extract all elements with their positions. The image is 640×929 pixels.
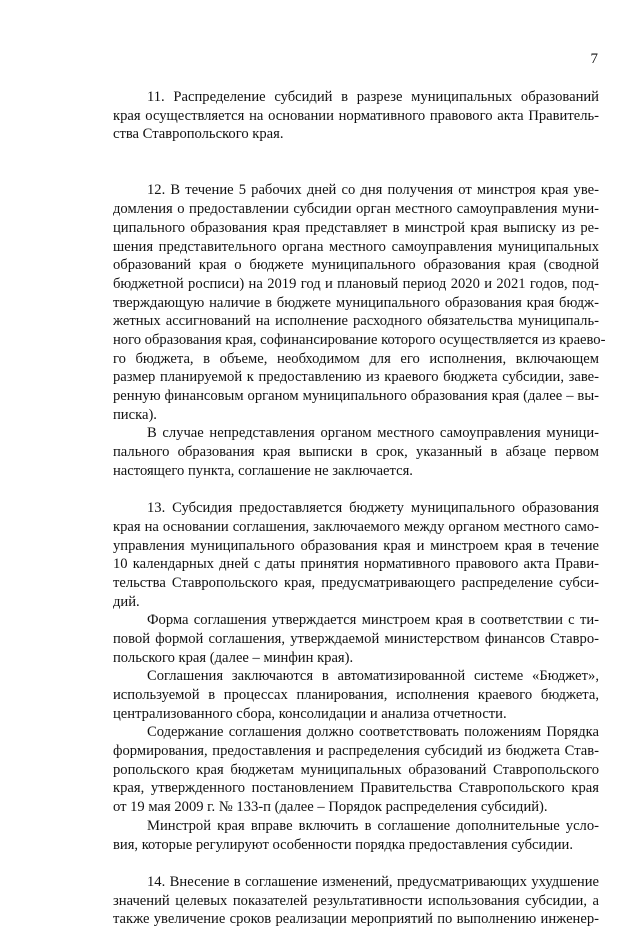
text-line: го бюджета, в объеме, необходимом для его исполнения, включающем bbox=[113, 350, 599, 367]
text-line: Соглашения заключаются в автоматизированной системе «Бюджет», bbox=[147, 668, 599, 685]
text-line: тверждающую наличие в бюджете муниципального образования края бюдж- bbox=[113, 294, 599, 311]
text-line: повой формой соглашения, утверждаемой министерством финансов Ставро- bbox=[113, 630, 599, 647]
paragraph-12-continued bbox=[113, 424, 599, 480]
paragraph-gap bbox=[113, 480, 599, 499]
text-line: жетных ассигнований на исполнение расходного обязательства муниципаль- bbox=[113, 313, 599, 330]
paragraph-gap bbox=[113, 163, 599, 182]
paragraph-13-form bbox=[113, 611, 599, 667]
text-line: ства Ставропольского края. bbox=[113, 126, 284, 143]
text-line: польского края (далее – минфин края). bbox=[113, 649, 354, 666]
paragraph-13-content bbox=[113, 723, 599, 816]
text-line: домления о предоставлении субсидии орган местного самоуправления муни- bbox=[113, 201, 599, 218]
text-line: управления муниципального образования края и минстроем края в течение bbox=[113, 537, 599, 554]
text-line: используемой в процессах планирования, исполнения краевого бюджета, bbox=[113, 687, 599, 703]
text-line: края осуществляется на основании нормативного правового акта Правитель- bbox=[113, 107, 599, 124]
text-line: дий. bbox=[113, 593, 140, 610]
paragraph-13 bbox=[113, 499, 599, 611]
paragraph-gap bbox=[113, 854, 599, 873]
text-line: размер планируемой к предоставлению из краевого бюджета субсидии, заве- bbox=[113, 369, 599, 386]
text-line: 11. Распределение субсидий в разрезе муниципальных образований bbox=[147, 89, 599, 105]
paragraph-gap bbox=[113, 144, 599, 163]
page-number: 7 bbox=[590, 51, 598, 67]
text-line: шения представительного органа местного самоуправления муниципальных bbox=[113, 238, 599, 255]
text-line: тельства Ставропольского края, предусматривающего распределение субси- bbox=[113, 574, 599, 591]
text-line: края на основании соглашения, заключаемого между органом местного само- bbox=[113, 518, 599, 535]
paragraph-13-system bbox=[113, 667, 599, 723]
paragraph-13-conditions bbox=[113, 817, 599, 854]
text-line: значений целевых показателей результативности использования субсидии, а bbox=[113, 892, 599, 909]
paragraph-11 bbox=[113, 88, 599, 144]
text-line: ципального образования края представляет в минстрой края выписку из ре- bbox=[113, 219, 599, 236]
text-line: бюджетной росписи) на 2019 год и плановый период 2020 и 2021 годов, под- bbox=[113, 275, 599, 292]
text-line: от 19 мая 2009 г. № 133-п (далее – Порядок распределения субсидий). bbox=[113, 799, 548, 816]
text-line: образований края о бюджете муниципального образования края (сводной bbox=[113, 257, 599, 274]
paragraph-12 bbox=[113, 181, 606, 424]
text-line: настоящего пункта, соглашение не заключается. bbox=[113, 462, 413, 479]
text-line: 12. В течение 5 рабочих дней со дня получения от минстроя края уве- bbox=[147, 182, 599, 199]
text-line: Форма соглашения утверждается минстроем края в соответствии с ти- bbox=[147, 612, 599, 629]
text-line: ного образования края, софинансирование которого осуществляется из краево- bbox=[113, 331, 606, 348]
text-line: 14. Внесение в соглашение изменений, предусматривающих ухудшение bbox=[147, 873, 599, 890]
text-line: В случае непредставления органом местного самоуправления муници- bbox=[147, 425, 599, 442]
text-line: Минстрой края вправе включить в соглашение дополнительные усло- bbox=[147, 817, 599, 834]
text-line: 10 календарных дней с даты принятия нормативного правового акта Прави- bbox=[113, 556, 599, 573]
text-line: писка). bbox=[113, 406, 157, 423]
text-line: также увеличение сроков реализации мероприятий по выполнению инженер- bbox=[113, 911, 599, 928]
text-line: Содержание соглашения должно соответствовать положениям Порядка bbox=[147, 724, 599, 741]
text-line: ропольского края бюджетам муниципальных образований Ставропольского bbox=[113, 761, 599, 778]
text-line: вия, которые регулируют особенности порядка предоставления субсидии. bbox=[113, 836, 574, 853]
paragraph-14 bbox=[113, 873, 599, 929]
text-line: формирования, предоставления и распределения субсидий из бюджета Став- bbox=[113, 743, 599, 760]
text-line: 13. Субсидия предоставляется бюджету муниципального образования bbox=[147, 500, 599, 517]
text-line: края, утвержденного постановлением Правительства Ставропольского края bbox=[113, 780, 599, 797]
document-body bbox=[113, 88, 606, 929]
text-line: пального образования края выписки в срок, указанный в абзаце первом bbox=[113, 444, 599, 461]
text-line: ренную финансовым органом муниципального образования края (далее – вы- bbox=[113, 388, 599, 404]
text-line: централизованного сбора, консолидации и анализа отчетности. bbox=[113, 705, 507, 722]
